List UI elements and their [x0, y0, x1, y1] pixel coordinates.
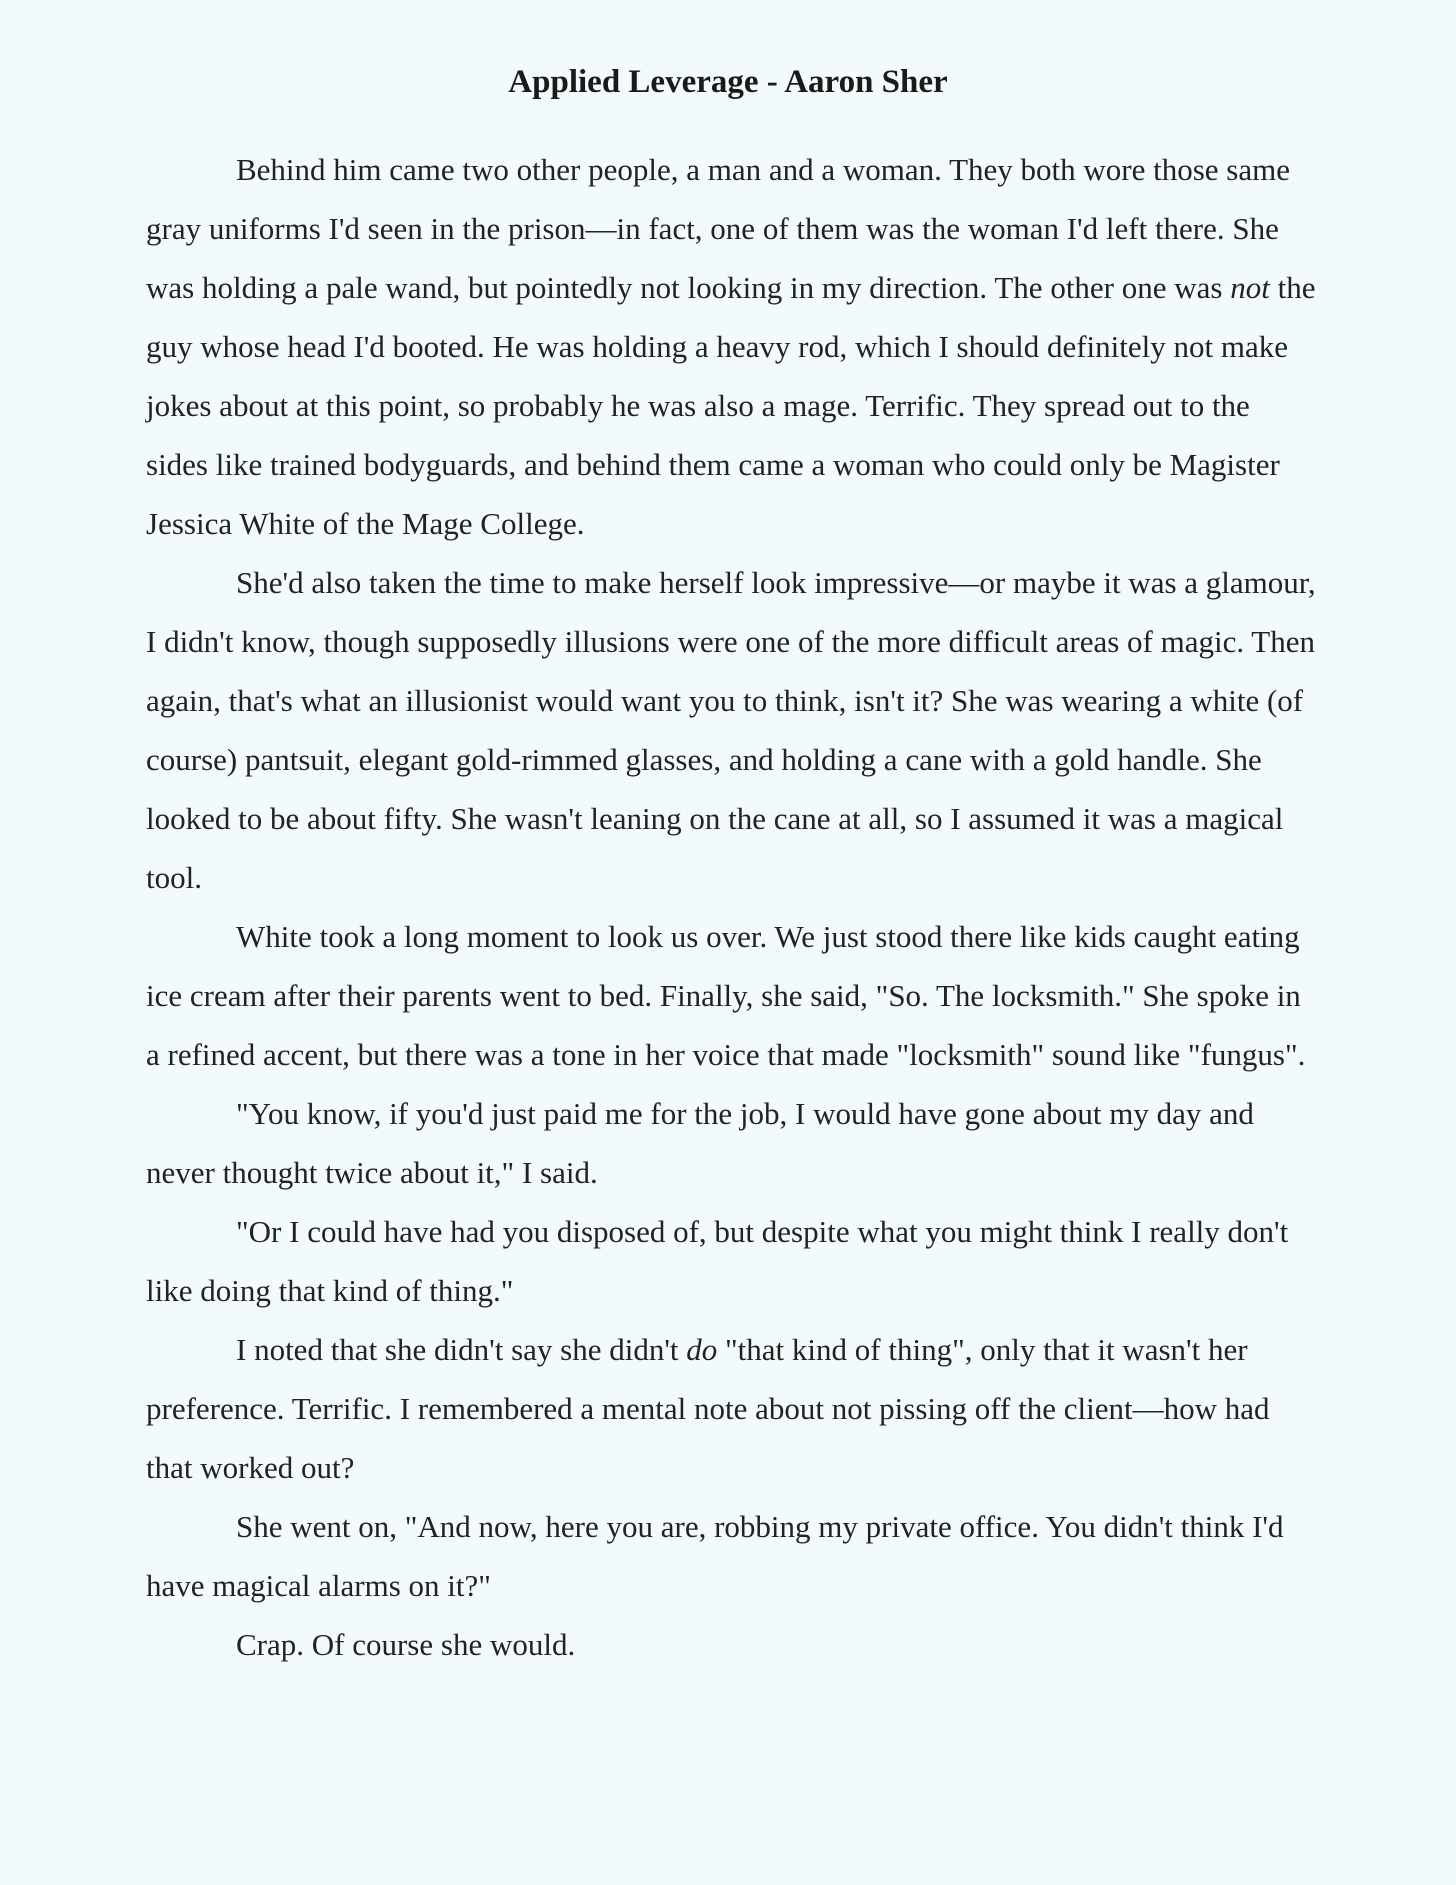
paragraph — [146, 1202, 1316, 1320]
paragraph-text: Crap. Of course she would. — [236, 1627, 576, 1662]
paragraph-text: "You know, if you'd just paid me for the job, I would have gone about my day and never thought twice about it," I said. — [146, 1096, 1254, 1190]
paragraph-text: White took a long moment to look us over. We just stood there like kids caught eating ice cream after their parents went to bed. Finally, she said, "So. The locksmith." She spoke in a refined accent, but there was a tone in her voice that made "locksmith" sound like "fungus". — [146, 919, 1306, 1072]
paragraph-text: She'd also taken the time to make herself look impressive—or maybe it was a glamour, I didn't know, though supposedly illusions were one of the more difficult areas of magic. Then again, that's what an illusionist would want you to think, isn't it? She was wearing a white (of course) pantsuit, elegant gold-rimmed glasses, and holding a cane with a gold handle. She looked to be about fifty. She wasn't leaning on the cane at all, so I assumed it was a magical tool. — [146, 565, 1316, 895]
paragraph — [146, 907, 1316, 1084]
paragraph-text: "Or I could have had you disposed of, but despite what you might think I really don't like doing that kind of thing." — [146, 1214, 1289, 1308]
emphasis-text: not — [1230, 270, 1270, 305]
paragraph — [146, 1497, 1316, 1615]
paragraph — [146, 553, 1316, 907]
emphasis-text: do — [686, 1332, 718, 1367]
paragraph-text: I noted that she didn't say she didn't — [236, 1332, 687, 1367]
paragraph — [146, 140, 1316, 553]
paragraph-text: Behind him came two other people, a man and a woman. They both wore those same gray uniforms I'd seen in the prison—in fact, one of them was the woman I'd left there. She was holding a pale wand, but pointedly not looking in my direction. The other one was — [146, 152, 1290, 305]
paragraph — [146, 1320, 1316, 1497]
paragraph-text: She went on, "And now, here you are, robbing my private office. You didn't think I'd have magical alarms on it?" — [146, 1509, 1284, 1603]
body-text — [146, 140, 1316, 1674]
paragraph-text: "that kind of thing", only that it wasn't her preference. Terrific. I remembered a mental note about not pissing off the client—how had that worked out? — [146, 1332, 1270, 1485]
paragraph — [146, 1615, 1316, 1674]
paragraph — [146, 1084, 1316, 1202]
page-title: Applied Leverage - Aaron Sher — [508, 64, 948, 100]
paragraph-text: the guy whose head I'd booted. He was holding a heavy rod, which I should definitely not make jokes about at this point, so probably he was also a mage. Terrific. They spread out to the sides like trained bodyguards, and behind them came a woman who could only be Magister Jessica White of the Mage College. — [146, 270, 1316, 541]
